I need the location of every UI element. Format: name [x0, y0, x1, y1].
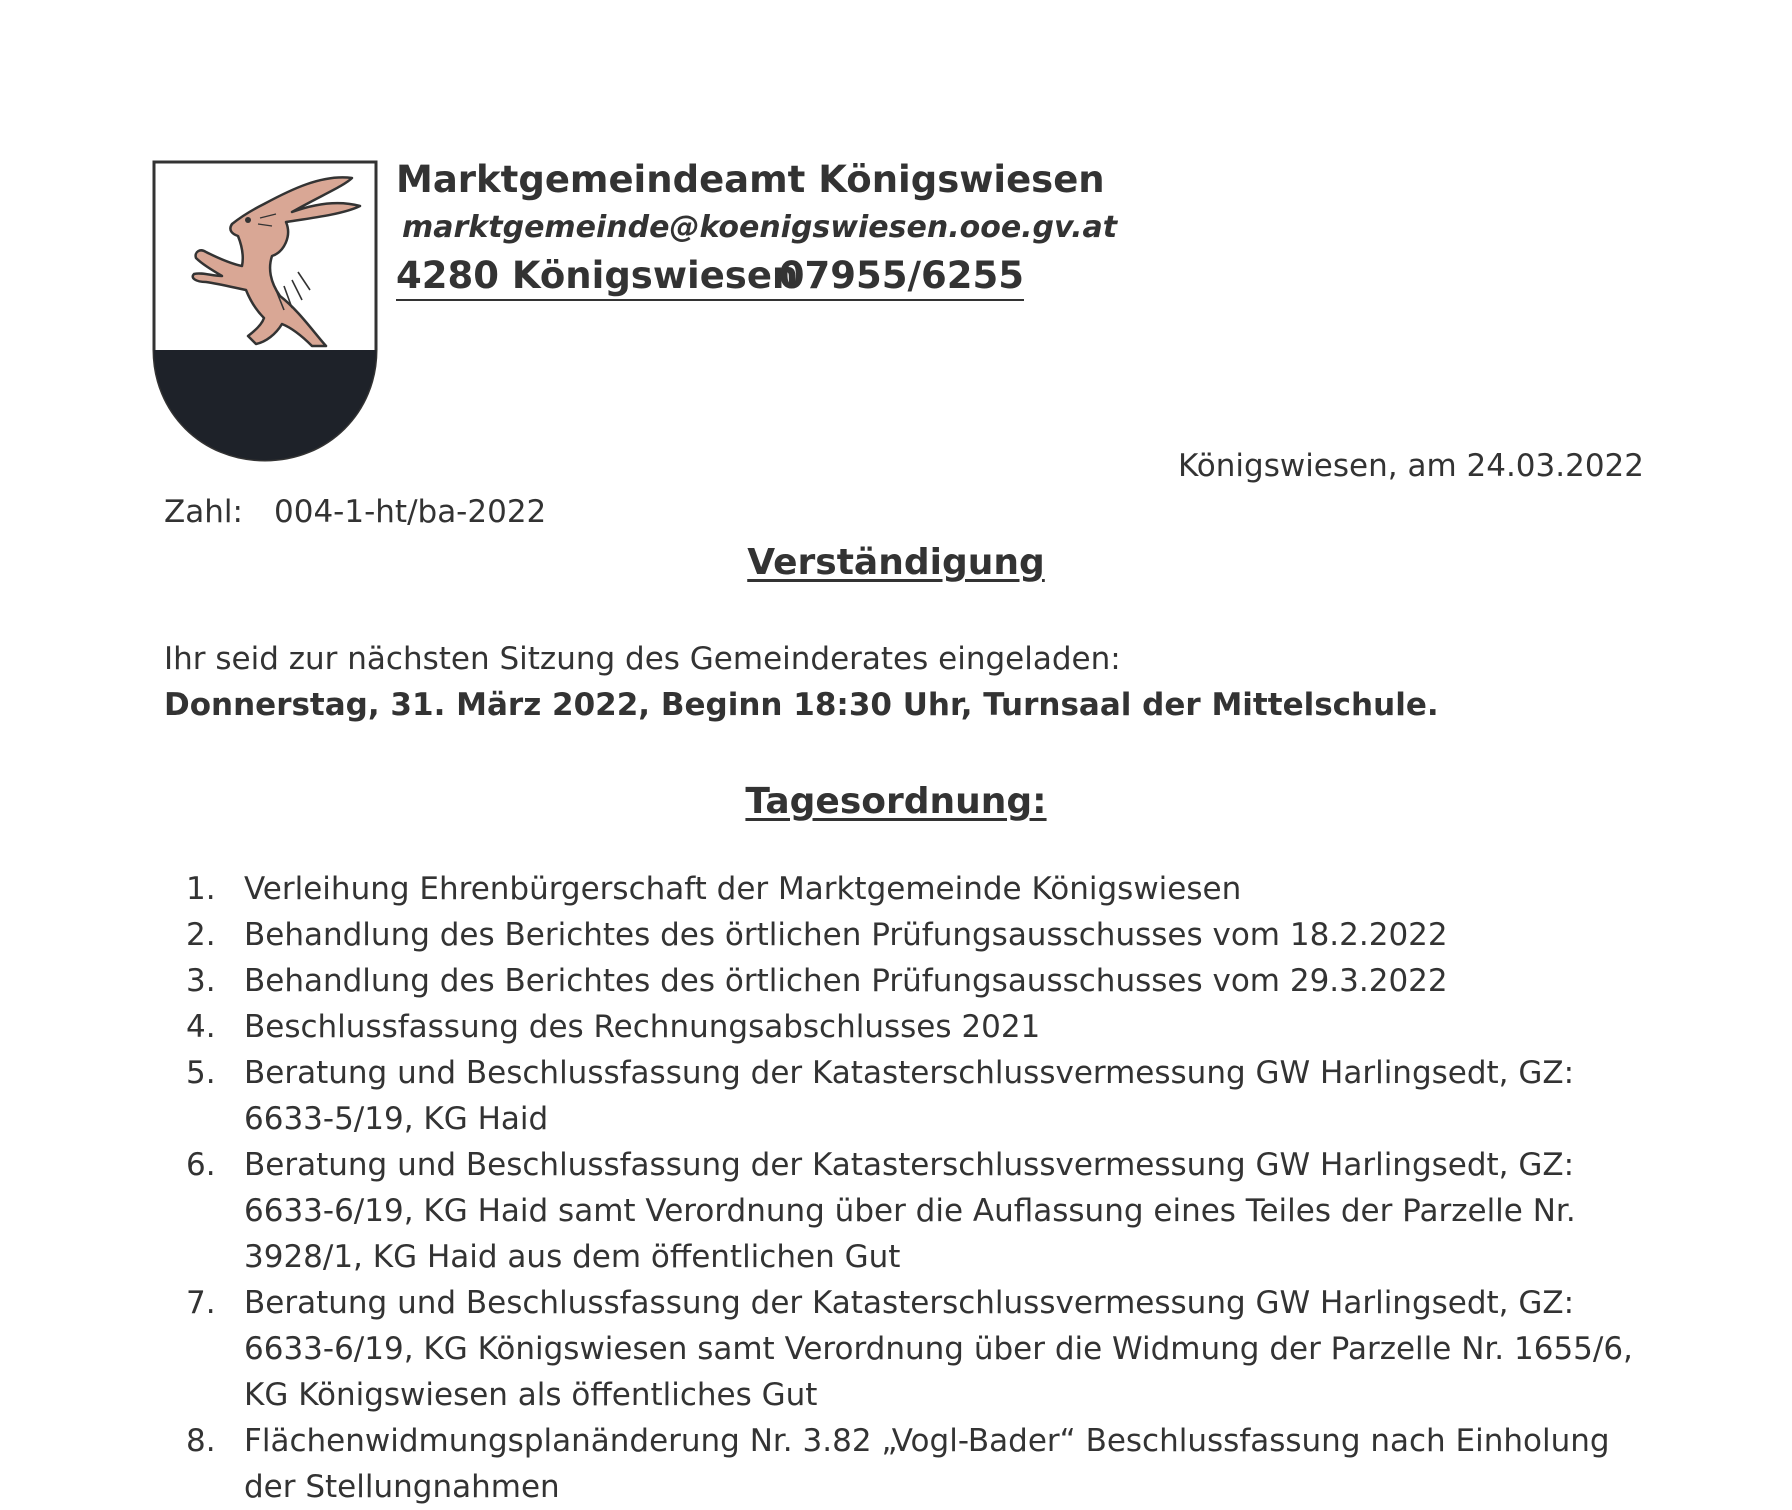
agenda-item: 1. Verleihung Ehrenbürgerschaft der Marktgemeinde Königswiesen	[186, 871, 1242, 907]
agenda-item: 3. Behandlung des Berichtes des örtlichen Prüfungsausschusses vom 29.3.2022	[186, 963, 1448, 999]
organization-email: marktgemeinde@koenigswiesen.ooe.gv.at	[402, 210, 1118, 245]
meeting-details: Donnerstag, 31. März 2022, Beginn 18:30 Uhr, Turnsaal der Mittelschule.	[164, 687, 1439, 723]
organization-city: 4280 Königswiesen	[396, 254, 799, 297]
agenda-item: 7. Beratung und Beschlussfassung der Katasterschlussvermessung GW Harlingsedt, GZ: 6633-6/19, KG Königswiesen samt Verordnung über die Widmung der Parzelle Nr. 1655/6, KG Königswiesen als öffentliches Gut	[186, 1285, 1633, 1413]
agenda-item: 5. Beratung und Beschlussfassung der Katasterschlussvermessung GW Harlingsedt, GZ: 6633-5/19, KG Haid	[186, 1055, 1575, 1137]
organization-name: Marktgemeindeamt Königswiesen	[396, 158, 1105, 201]
agenda-item: 8. Flächenwidmungsplanänderung Nr. 3.82 „Vogl-Bader“ Beschlussfassung nach Einholung der Stellungnahmen	[186, 1423, 1610, 1505]
agenda-item: 6. Beratung und Beschlussfassung der Katasterschlussvermessung GW Harlingsedt, GZ: 6633-6/19, KG Haid samt Verordnung über die Auflassung eines Teiles der Parzelle Nr. 3928/1, KG Haid aus dem öffentlichen Gut	[186, 1147, 1576, 1275]
reference-number	[164, 494, 546, 530]
organization-phone: 07955/6255	[778, 254, 1024, 297]
intro-text: Ihr seid zur nächsten Sitzung des Gemeinderates eingeladen:	[164, 641, 1121, 677]
document-title: Verständigung	[747, 542, 1045, 583]
coat-of-arms-hare-icon	[152, 160, 378, 462]
agenda-list	[164, 866, 1654, 1510]
agenda-item: 2. Behandlung des Berichtes des örtlichen Prüfungsausschusses vom 18.2.2022	[186, 917, 1448, 953]
reference-label: Zahl:	[164, 494, 243, 530]
document-date: Königswiesen, am 24.03.2022	[1178, 448, 1644, 484]
agenda-item: 4. Beschlussfassung des Rechnungsabschlusses 2021	[186, 1009, 1041, 1045]
agenda-title: Tagesordnung:	[745, 781, 1047, 822]
reference-value: 004-1-ht/ba-2022	[274, 494, 547, 530]
organization-address-line	[396, 254, 1024, 301]
